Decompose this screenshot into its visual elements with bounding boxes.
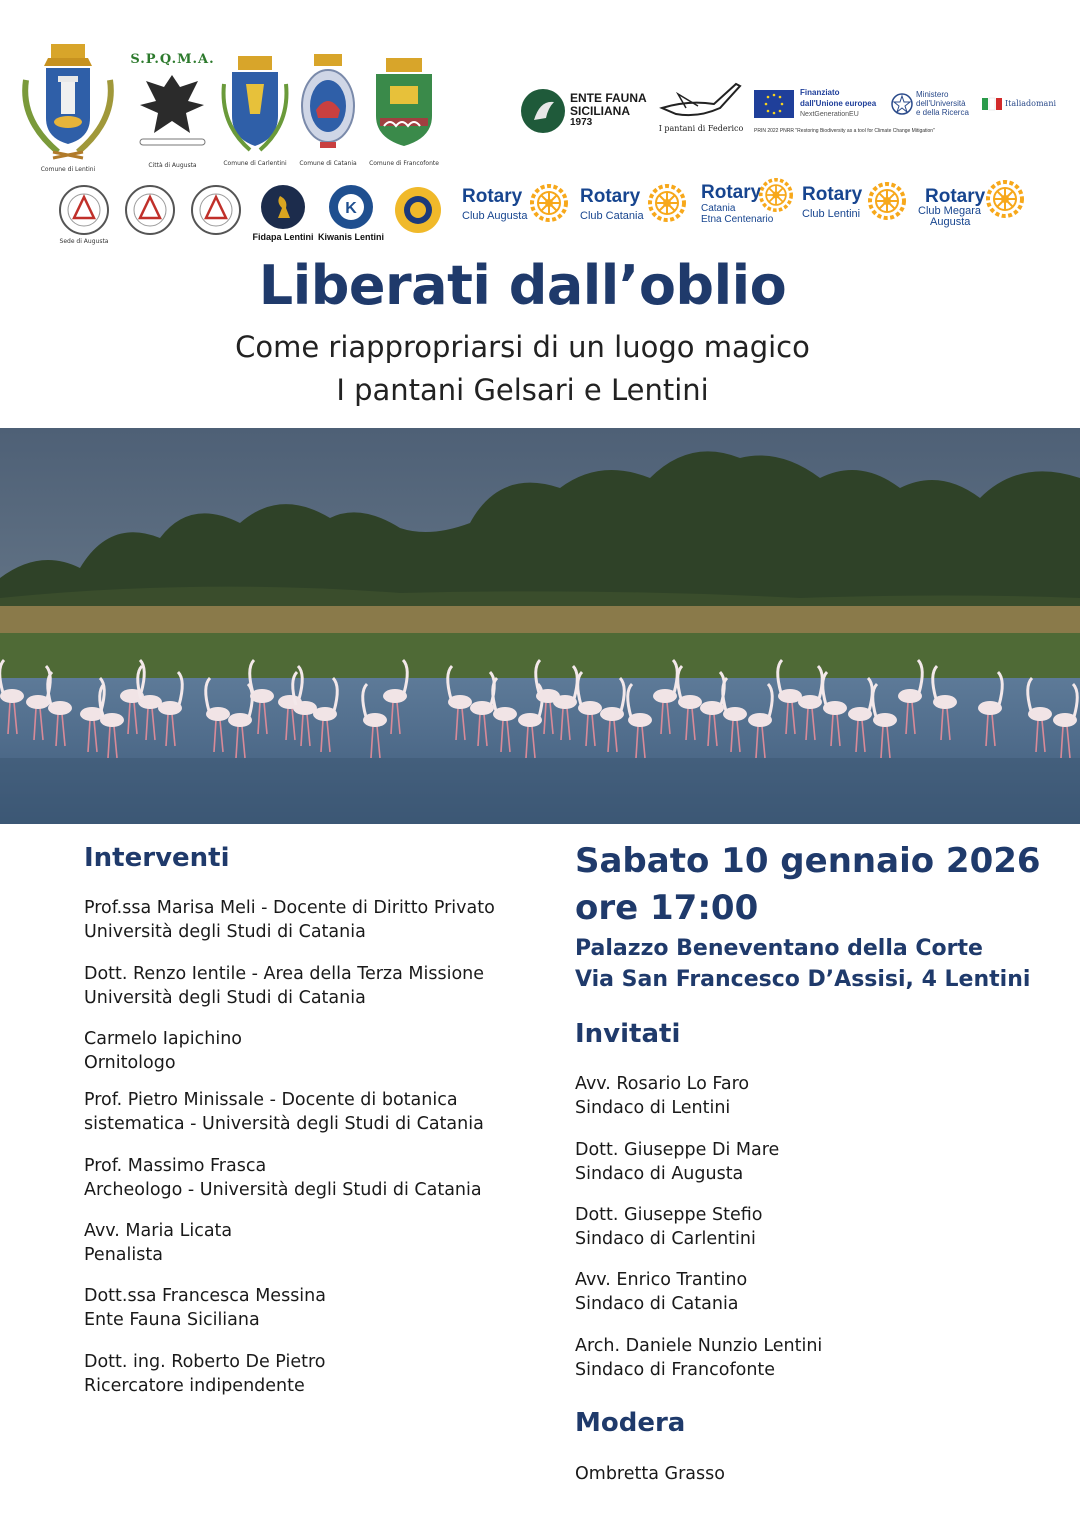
leo-club-logo [394, 186, 442, 234]
rotary-wheel-icon [648, 184, 686, 222]
rotary-wheel-icon [759, 178, 793, 212]
rotary-sub-2: Etna Centenario [701, 214, 774, 225]
catania-caption: Comune di Catania [299, 160, 357, 167]
pantani-federico-logo [658, 78, 744, 138]
invitati-heading: Invitati [575, 1019, 681, 1049]
rotary-name: Rotary [802, 184, 863, 205]
francofonte-crest [368, 56, 440, 176]
rotary-name: Rotary [462, 186, 523, 207]
ministero-logo [890, 90, 980, 120]
speaker-4 [84, 1088, 484, 1136]
archeoclub-logo-2 [124, 184, 176, 236]
guest-3 [575, 1203, 762, 1251]
francofonte-crest-icon [368, 56, 440, 151]
guest-role: Sindaco di Lentini [575, 1098, 731, 1118]
francofonte-caption: Comune di Francofonte [369, 160, 439, 167]
modera-heading: Modera [575, 1408, 686, 1438]
archeoclub-augusta-logo [58, 184, 110, 245]
italiadomani-text: Italiadomani [1005, 99, 1057, 108]
guest-name: Dott. Giuseppe Di Mare [575, 1140, 780, 1160]
speaker-name: Prof. Massimo Frasca [84, 1156, 267, 1176]
rotary-club-lentini [802, 178, 908, 228]
archeoclub-icon [190, 184, 242, 236]
fidapa-icon [260, 184, 306, 230]
lentini-crest [18, 40, 118, 175]
interventi-heading: Interventi [84, 843, 230, 873]
eu-line3: NextGenerationEU [800, 111, 859, 118]
speaker-2 [84, 962, 484, 1010]
event-address: Via San Francesco D’Assisi, 4 Lentini [575, 967, 1031, 992]
flamingo-wetland-image [0, 428, 1080, 824]
rotary-sub: Club Augusta [462, 210, 528, 222]
rotary-sub: Catania [701, 203, 736, 214]
rotary-club-catania [580, 180, 688, 230]
guest-name: Avv. Enrico Trantino [575, 1270, 748, 1290]
rotary-name: Rotary [701, 182, 762, 203]
lentini-caption: Comune di Lentini [40, 166, 96, 173]
speaker-5 [84, 1154, 482, 1202]
guest-5 [575, 1334, 822, 1382]
catania-crest [298, 52, 358, 176]
guest-1 [575, 1072, 749, 1120]
speaker-name: Prof.ssa Marisa Meli - Docente di Diritto Privato [84, 898, 495, 918]
archeoclub-augusta-caption: Sede di Augusta [59, 238, 109, 245]
speaker-7 [84, 1284, 326, 1332]
subtitle-line-2: I pantani Gelsari e Lentini [336, 373, 709, 407]
kiwanis-logo [317, 184, 385, 242]
event-date: Sabato 10 gennaio 2026 [575, 841, 1041, 881]
augusta-caption: Città di Augusta [148, 162, 197, 169]
speaker-role: Ricercatore indipendente [84, 1376, 305, 1396]
guest-role: Sindaco di Augusta [575, 1164, 744, 1184]
speaker-name: Dott.ssa Francesca Messina [84, 1286, 326, 1306]
eu-flag-icon [754, 90, 794, 118]
italiadomani-logo [982, 96, 1057, 116]
speaker-role: Università degli Studi di Catania [84, 922, 366, 942]
fidapa-caption: Fidapa Lentini [252, 232, 314, 242]
rotary-club-megara-augusta [918, 180, 1026, 230]
speaker-role: Ente Fauna Siciliana [84, 1310, 260, 1330]
speaker-role: Archeologo - Università degli Studi di Catania [84, 1180, 482, 1200]
guest-name: Dott. Giuseppe Stefio [575, 1205, 763, 1225]
moderator-name: Ombretta Grasso [575, 1464, 725, 1484]
carlentini-crest-icon [220, 54, 290, 154]
catania-crest-icon [298, 52, 358, 152]
carlentini-caption: Comune di Carlentini [223, 160, 287, 167]
ente-fauna-logo [520, 88, 655, 134]
kiwanis-caption: Kiwanis Lentini [317, 232, 385, 242]
leo-club-icon [394, 186, 442, 234]
kiwanis-icon [328, 184, 374, 230]
speaker-name: Carmelo Iapichino [84, 1029, 243, 1049]
speaker-role: Università degli Studi di Catania [84, 988, 366, 1008]
guest-name: Arch. Daniele Nunzio Lentini [575, 1336, 823, 1356]
archeoclub-icon [124, 184, 176, 236]
ente-fauna-line1: ENTE FAUNA [570, 91, 647, 105]
guest-name: Avv. Rosario Lo Faro [575, 1074, 750, 1094]
republic-emblem-icon [890, 92, 914, 116]
speaker-3 [84, 1027, 242, 1075]
eagle-icon [130, 67, 215, 147]
guest-role: Sindaco di Carlentini [575, 1229, 756, 1249]
rotary-sub: Club Megara [918, 205, 981, 217]
pantani-federico-caption: I pantani di Federico [658, 124, 744, 133]
speaker-1 [84, 896, 495, 944]
eu-funded-logo [754, 88, 889, 122]
rotary-wheel-icon [530, 184, 568, 222]
speaker-name: Dott. Renzo Ientile - Area della Terza Missione [84, 964, 485, 984]
flamingo-wetland-photo [0, 428, 1080, 824]
guest-role: Sindaco di Catania [575, 1294, 739, 1314]
rotary-club-etna-centenario [701, 176, 797, 226]
lentini-crest-icon [18, 40, 118, 165]
rotary-sub-2: Augusta [930, 216, 971, 228]
ministero-line1: Ministero [916, 90, 949, 99]
guest-4 [575, 1268, 747, 1316]
ministero-line2: dell'Università [916, 99, 966, 108]
rotary-club-augusta [462, 180, 570, 230]
main-title: Liberati dall’oblio [258, 254, 787, 317]
guest-role: Sindaco di Francofonte [575, 1360, 776, 1380]
archeoclub-icon [58, 184, 110, 236]
event-venue: Palazzo Beneventano della Corte [575, 936, 983, 961]
rotary-name: Rotary [580, 186, 641, 207]
rotary-sub: Club Lentini [802, 208, 861, 220]
augusta-eagle-crest [130, 52, 215, 177]
archeoclub-aps-logo [190, 184, 242, 236]
rotary-sub: Club Catania [580, 210, 644, 222]
ministero-line3: e della Ricerca [916, 108, 969, 117]
prin-caption: PRIN 2022 PNRR "Restoring Biodiversity as a tool for Climate Change Mitigation" [754, 128, 935, 134]
fidapa-logo [252, 184, 314, 242]
italy-flag-icon [982, 96, 1002, 112]
crane-bird-icon [658, 78, 744, 124]
guest-2 [575, 1138, 779, 1186]
ente-fauna-line2: SICILIANA [570, 104, 630, 118]
spqma-text: S.P.Q.M.A. [130, 52, 215, 67]
speaker-role: Ornitologo [84, 1053, 176, 1073]
bird-badge-icon [520, 88, 566, 134]
speaker-name: Prof. Pietro Minissale - Docente di botanica [84, 1090, 458, 1110]
speaker-name: Dott. ing. Roberto De Pietro [84, 1352, 326, 1372]
speaker-6 [84, 1219, 232, 1267]
speaker-role: sistematica - Università degli Studi di Catania [84, 1114, 484, 1134]
rotary-wheel-icon [868, 182, 906, 220]
rotary-wheel-icon [986, 180, 1024, 218]
ente-fauna-year: 1973 [570, 117, 593, 128]
eu-line1: Finanziato [800, 88, 840, 97]
speaker-name: Avv. Maria Licata [84, 1221, 233, 1241]
subtitle-line-1: Come riappropriarsi di un luogo magico [235, 330, 810, 364]
eu-line2: dall'Unione europea [800, 99, 877, 108]
event-time: ore 17:00 [575, 888, 759, 928]
rotary-name: Rotary [925, 186, 986, 207]
speaker-8 [84, 1350, 325, 1398]
svg-text:K: K [345, 200, 357, 217]
carlentini-crest [220, 54, 290, 176]
speaker-role: Penalista [84, 1245, 163, 1265]
